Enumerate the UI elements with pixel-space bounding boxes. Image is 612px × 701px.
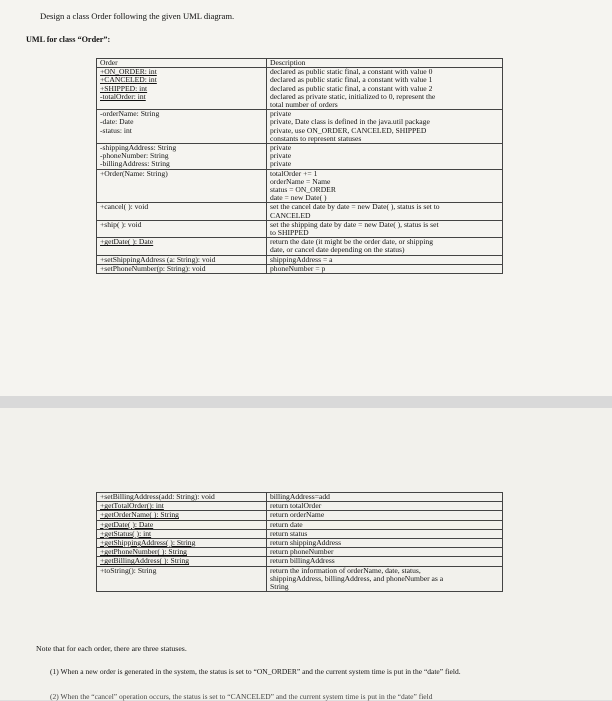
uml-member-cell xyxy=(97,220,267,237)
uml-table-part-1 xyxy=(96,58,503,274)
uml-member-cell xyxy=(97,264,267,273)
uml-member-line: -date: Date xyxy=(100,117,134,127)
uml-member-cell xyxy=(97,110,267,144)
uml-member-line: +getStatus( ): int xyxy=(100,528,152,538)
uml-description-line: private xyxy=(270,109,292,119)
uml-member-line: +CANCELED: int xyxy=(100,75,157,85)
uml-row xyxy=(97,68,503,110)
uml-description-line: private xyxy=(270,143,292,153)
uml-description-line: phoneNumber = p xyxy=(270,263,326,273)
uml-description-line: return billingAddress xyxy=(270,556,335,566)
uml-row xyxy=(97,557,503,566)
uml-description-line: return date xyxy=(270,519,303,529)
uml-description-cell xyxy=(267,68,503,110)
uml-description-cell xyxy=(267,255,503,264)
uml-row xyxy=(97,520,503,529)
uml-member-cell xyxy=(97,169,267,203)
uml-row xyxy=(97,238,503,255)
uml-member-cell xyxy=(97,520,267,529)
uml-member-line: -totalOrder: int xyxy=(100,91,146,101)
document-page-2 xyxy=(0,408,612,700)
uml-member-cell xyxy=(97,144,267,170)
uml-row xyxy=(97,566,503,592)
uml-description-line: return the information of orderName, date, status, xyxy=(270,565,421,575)
uml-member-line: -status: int xyxy=(100,125,132,135)
uml-description-line: declared as public static final, a constant with value 1 xyxy=(270,75,433,85)
uml-member-line: +getDate( ): Date xyxy=(100,519,154,529)
uml-description-line: private, use ON_ORDER, CANCELED, SHIPPED xyxy=(270,125,427,135)
uml-description-line: return totalOrder xyxy=(270,501,322,511)
uml-description-line: private, Date class is defined in the java.util package xyxy=(270,117,430,127)
uml-description-line: String xyxy=(270,582,289,592)
uml-description-cell xyxy=(267,511,503,520)
uml-member-cell xyxy=(97,566,267,592)
uml-table-part-2 xyxy=(96,492,503,592)
uml-member-line: +getPhoneNumber( ): String xyxy=(100,547,187,557)
uml-description-line: shippingAddress, billingAddress, and phoneNumber as a xyxy=(270,573,444,583)
uml-description-line: return the date (it might be the order date, or shipping xyxy=(270,237,434,247)
uml-description-line: shippingAddress = a xyxy=(270,254,333,264)
uml-description-line: constants to represent statuses xyxy=(270,133,362,143)
uml-row xyxy=(97,220,503,237)
uml-member-line: +ship( ): void xyxy=(100,219,142,229)
uml-member-cell xyxy=(97,557,267,566)
uml-member-line: +ON_ORDER: int xyxy=(100,67,157,77)
uml-member-cell xyxy=(97,238,267,255)
uml-description-line: return status xyxy=(270,528,308,538)
uml-member-cell xyxy=(97,68,267,110)
uml-description-line: set the shipping date by date = new Date( ), status is set xyxy=(270,219,439,229)
uml-description-cell xyxy=(267,144,503,170)
assignment-heading: Design a class Order following the given UML diagram. xyxy=(40,11,235,21)
uml-member-line: -phoneNumber: String xyxy=(100,151,169,161)
uml-member-line: Order xyxy=(100,58,118,67)
uml-subheading: UML for class “Order”: xyxy=(26,35,111,44)
uml-description-cell xyxy=(267,110,503,144)
uml-description-cell xyxy=(267,220,503,237)
uml-member-line: +cancel( ): void xyxy=(100,202,149,212)
uml-member-line: +setBillingAddress(add: String): void xyxy=(100,492,215,501)
uml-description-line: total number of orders xyxy=(270,100,338,110)
uml-member-line: +getDate( ): Date xyxy=(100,237,154,247)
uml-description-cell xyxy=(267,520,503,529)
uml-member-line: +SHIPPED: int xyxy=(100,83,148,93)
uml-description-line: declared as public static final, a constant with value 0 xyxy=(270,67,433,77)
uml-description-line: declared as private static, initialized to 0, represent the xyxy=(270,91,436,101)
uml-description-line: return phoneNumber xyxy=(270,547,334,557)
uml-member-line: +setPhoneNumber(p: String): void xyxy=(100,263,206,273)
uml-description-cell xyxy=(267,566,503,592)
uml-description-line: private xyxy=(270,151,292,161)
uml-description-line: date, or cancel date depending on the status) xyxy=(270,245,405,255)
uml-row xyxy=(97,264,503,273)
uml-row xyxy=(97,169,503,203)
uml-description-line: orderName = Name xyxy=(270,176,331,186)
uml-description-cell xyxy=(267,264,503,273)
uml-row xyxy=(97,511,503,520)
uml-description-cell xyxy=(267,203,503,220)
uml-member-cell xyxy=(97,255,267,264)
uml-member-line: +getTotalOrder(): int xyxy=(100,501,164,511)
page-gap xyxy=(0,396,612,408)
uml-member-line: -shippingAddress: String xyxy=(100,143,177,153)
uml-description-line: date = new Date( ) xyxy=(270,193,327,203)
uml-description-cell xyxy=(267,557,503,566)
uml-description-line: set the cancel date by date = new Date( ), status is set to xyxy=(270,202,440,212)
uml-row xyxy=(97,203,503,220)
uml-row xyxy=(97,144,503,170)
uml-description-line: private xyxy=(270,159,292,169)
uml-description-line: Description xyxy=(270,58,306,67)
uml-member-cell xyxy=(97,203,267,220)
uml-description-line: CANCELED xyxy=(270,210,311,220)
uml-member-line: +Order(Name: String) xyxy=(100,168,168,178)
uml-member-line: +getBillingAddress( ): String xyxy=(100,556,190,566)
uml-member-line: -orderName: String xyxy=(100,109,160,119)
statuses-note: Note that for each order, there are three statuses. xyxy=(36,644,187,653)
status-rule-1: (1) When a new order is generated in the system, the status is set to “ON_ORDER” and the current system time is put in the “date” field. xyxy=(50,667,461,676)
uml-row xyxy=(97,110,503,144)
uml-description-line: to SHIPPED xyxy=(270,228,309,238)
uml-member-line: +setShippingAddress (a: String): void xyxy=(100,254,216,264)
uml-description-line: return shippingAddress xyxy=(270,538,342,548)
status-rule-2: (2) When the “cancel” operation occurs, the status is set to “CANCELED” and the current system time is put in the “date” field xyxy=(50,692,433,701)
uml-member-line: +getOrderName( ): String xyxy=(100,510,179,520)
uml-description-line: return orderName xyxy=(270,510,325,520)
uml-description-line: totalOrder += 1 xyxy=(270,168,318,178)
uml-member-line: -billingAddress: String xyxy=(100,159,170,169)
uml-description-cell xyxy=(267,169,503,203)
uml-member-cell xyxy=(97,511,267,520)
uml-description-cell xyxy=(267,238,503,255)
uml-row xyxy=(97,255,503,264)
uml-description-line: status = ON_ORDER xyxy=(270,185,336,195)
uml-description-line: declared as public static final, a constant with value 2 xyxy=(270,83,433,93)
uml-description-line: billingAddress=add xyxy=(270,492,330,501)
uml-member-line: +toString(): String xyxy=(100,565,157,575)
uml-member-line: +getShippingAddress( ): String xyxy=(100,538,196,548)
